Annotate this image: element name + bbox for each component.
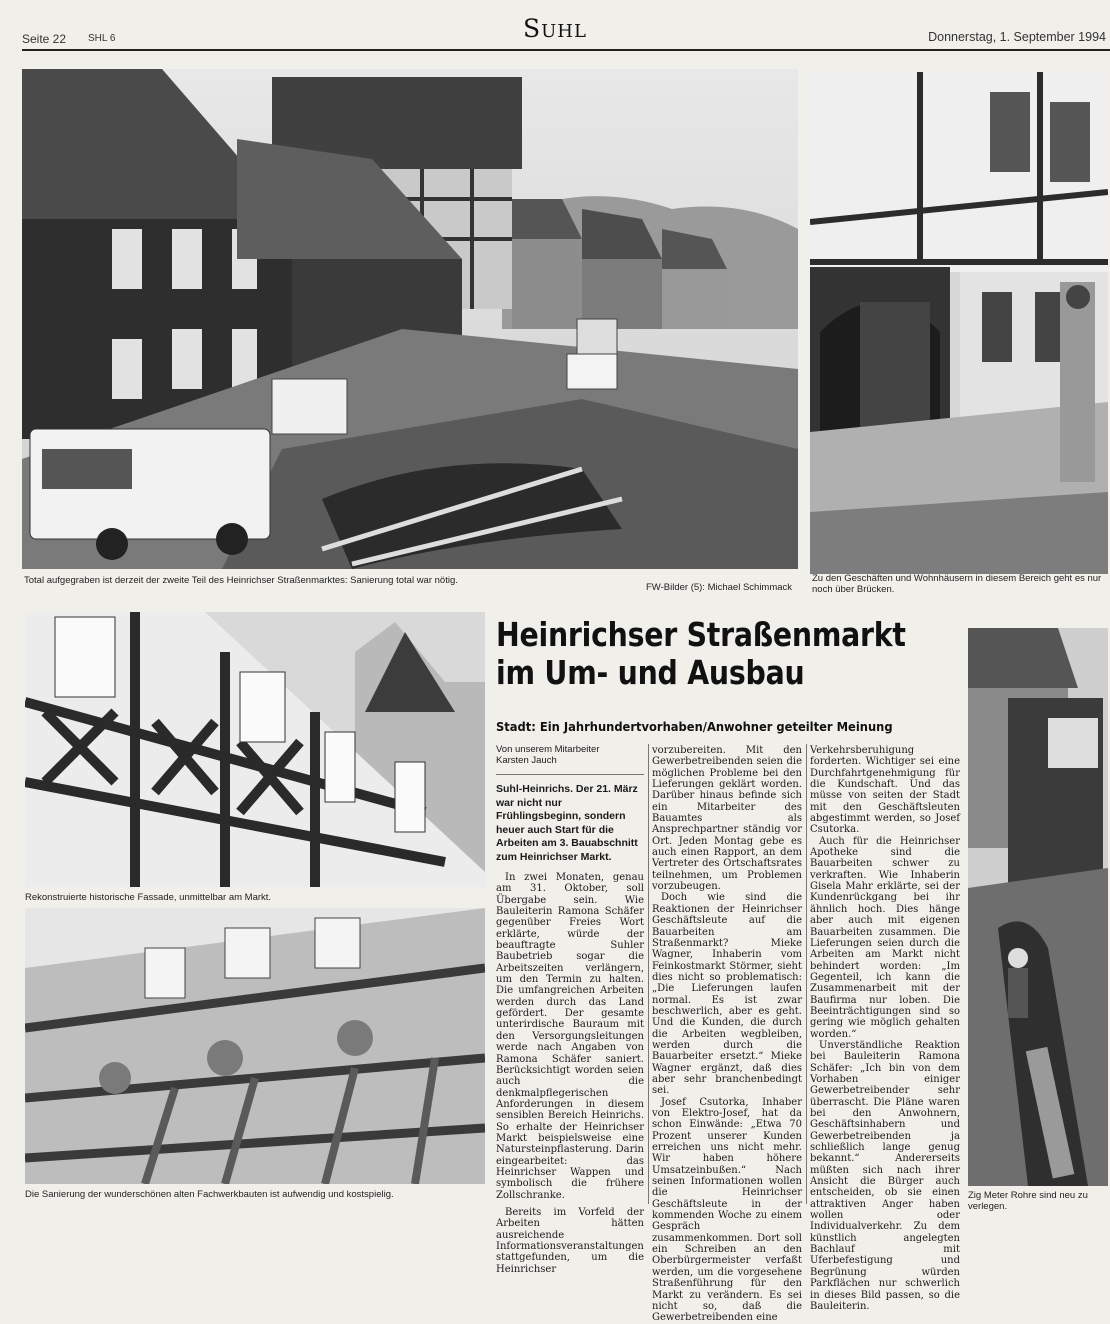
facade-photo-caption: Rekonstruierte historische Fassade, unmittelbar am Markt. xyxy=(25,892,272,903)
byline-author: Karsten Jauch xyxy=(496,755,557,766)
bridge-photo xyxy=(810,72,1108,574)
facade-photo xyxy=(25,612,485,887)
article-column-2 xyxy=(652,745,802,1324)
column-divider xyxy=(648,744,649,1204)
article-column-3 xyxy=(810,745,960,1312)
issue-date: Donnerstag, 1. September 1994 xyxy=(928,30,1106,44)
byline-line-1: Von unserem Mitarbeiter xyxy=(496,744,600,755)
body-paragraph: Bereits im Vorfeld der Arbeiten hätten ausreichende Informationsveranstaltungen stattgefunden, um die Heinrichser xyxy=(496,1206,644,1275)
body-paragraph: Josef Csutorka, Inhaber von Elektro-Josef, hat da schon Einwände: „Etwa 70 Prozent unserer Kunden erreichen uns nicht mehr. Wir haben höhere Umsatzeinbußen.“ Nach seinen Informationen wollen die Heinrichser Geschäftsleute in der kommenden Woche zu einem Gespräch zusammenkommen. Dort soll ein Schreiben an den Oberbürgermeister verfaßt werden, um die vorgesehene Straßenführung für den Markt zu verändern. Es sei nicht so, daß die Gewerbetreibenden eine xyxy=(652,1096,802,1324)
subheadline: Stadt: Ein Jahrhundertvorhaben/Anwohner geteilter Meinung xyxy=(496,719,893,734)
body-paragraph: Unverständliche Reaktion bei Bauleiterin Ramona Schäfer: „Ich bin von dem Vorhaben einiger Gewerbetreibender sehr überrascht. Die Pläne waren bei den Anwohnern, Geschäftsinhabern und Gewerbetreibenden ja schließlich lange genug bekannt.“ Andererseits müßten sich nach ihrer Ansicht die Bürger auch entscheiden, ob sie einen attraktiven Anger haben wollen oder Individualverkehr. Zu dem künstlich angelegten Bachlauf mit Uferbefestigung und Begrünung würden Parkflächen nur schwerlich in dieses Bild passen, so die Bauleiterin. xyxy=(810,1039,960,1312)
byline-rule xyxy=(496,774,644,775)
headline-line-2: im Um- und Ausbau xyxy=(496,653,805,692)
timber-photo xyxy=(25,908,485,1184)
body-paragraph: In zwei Monaten, genau am 31. Oktober, soll Übergabe sein. Wie Bauleiterin Ramona Schäfer gegenüber Freies Wort erklärte, würde der beauftragte Suhler Baubetrieb sogar die Arbeitszeiten verlängern, um den Termin zu halten. Die umfangreichen Arbeiten werden durch das Land gefördert. Der gesamte unterirdische Bauraum mit den Versorgungsleitungen werde nach Angaben von Ramona Schäfer saniert. Berücksichtigt worden seien auch die denkmalpflegerischen Anforderungen in diesem sensiblen Bereich Heinrichs. So erhalte der Heinrichser Markt beispielsweise eine Natursteinpflasterung. Darin eingearbeitet: das Heinrichser Wappen und symbolisch die frühere Zollschranke. xyxy=(496,872,644,1201)
body-paragraph: Auch für die Heinrichser Apotheke sind die Bauarbeiten schwer zu verkraften. Wie Inhaberin Gisela Mahr erklärte, sei der Kundenrückgang bei ihr ähnlich hoch. Dies hänge aber auch mit eigenen Bauarbeiten zusammen. Die Lieferungen seien durch die Arbeiten am Markt nicht behindert worden: „Im Gegenteil, ich kann die Zusammenarbeit mit der Baufirma nur loben. Die Beeinträchtigungen sind so gering wie möglich gehalten worden.“ xyxy=(810,835,960,1040)
headline-line-1: Heinrichser Straßenmarkt xyxy=(496,615,906,654)
lead-paragraph: Suhl-Heinrichs. Der 21. März war nicht nur Frühlingsbeginn, sondern heuer auch Start für die Arbeiten am 3. Bauabschnitt zum Heinrichser Markt. xyxy=(496,783,638,863)
section-title: Suhl xyxy=(523,14,587,43)
article-column-1 xyxy=(496,744,644,1275)
pipes-photo-caption: Zig Meter Rohre sind neu zu verlegen. xyxy=(968,1190,1088,1212)
column-divider xyxy=(806,744,807,1204)
page-number: Seite 22 xyxy=(22,32,67,46)
body-paragraph: vorzubereiten. Mit den Gewerbetreibenden seien die möglichen Probleme bei den Lieferungen geklärt worden. Darüber hinaus befinde sich ein Mitarbeiter des Bauamtes als Ansprechpartner ständig vor Ort. Jeden Montag gebe es auch einen Rapport, an dem Vertreter des Ortschaftsrates teilnehmen, um Problemen vorzubeugen. xyxy=(652,745,802,893)
pipes-photo xyxy=(968,628,1108,1186)
bridge-photo-caption: Zu den Geschäften und Wohnhäusern in diesem Bereich geht es nur noch über Brücken. xyxy=(812,573,1102,595)
timber-photo-caption: Die Sanierung der wunderschönen alten Fachwerkbauten ist aufwendig und kostspielig. xyxy=(25,1189,394,1200)
body-paragraph: Verkehrsberuhigung forderten. Wichtiger sei eine Durchfahrtgenehmigung für die Kundschaft. Und das müsse von seiten der Stadt mit den Geschäftsleuten abgestimmt werden, so Josef Csutorka. xyxy=(810,745,960,836)
header-rule xyxy=(22,49,1110,51)
street-photo xyxy=(22,69,798,569)
photo-credit: FW-Bilder (5): Michael Schimmack xyxy=(646,582,793,593)
body-paragraph: Doch wie sind die Reaktionen der Heinrichser Geschäftsleute auf die Bauarbeiten am Straßenmarkt? Mieke Wagner, Inhaberin vom Feinkostmarkt Störmer, sieht dies nicht so problematisch: „Die Lieferungen laufen normal. Es ist zwar beschwerlich, aber es geht. Und die Kunden, die durch die Arbeiten wegbleiben, werden durch die Bauarbeiter ersetzt.“ Mieke Wagner ergänzt, daß dies aber sehr branchenbedingt sei. xyxy=(652,892,802,1097)
street-photo-caption: Total aufgegraben ist derzeit der zweite Teil des Heinrichser Straßenmarktes: Sanierung total war nötig. xyxy=(24,575,458,586)
edition-code: SHL 6 xyxy=(88,33,116,44)
